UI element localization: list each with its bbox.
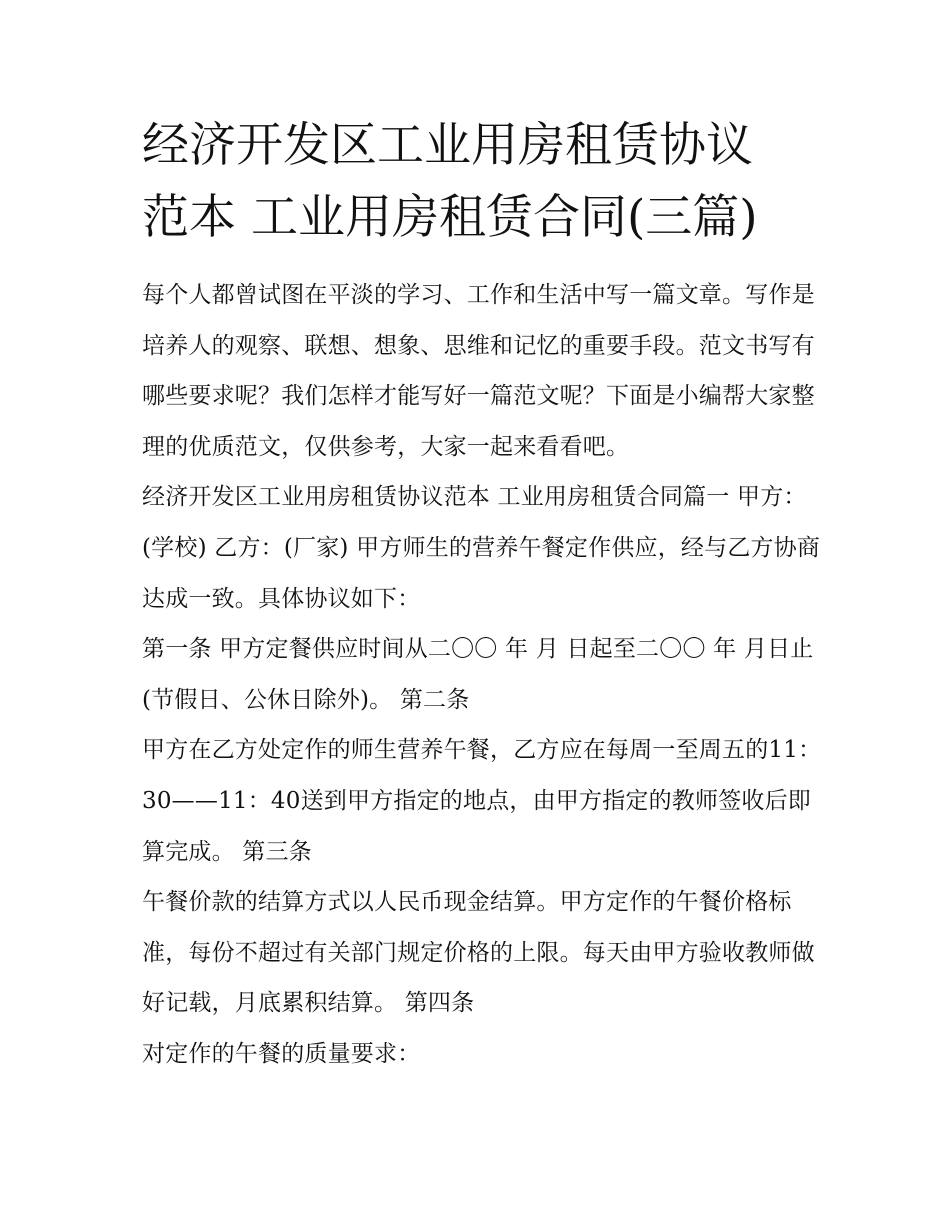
paragraph-article-4: 对定作的午餐的质量要求： [142,1040,421,1067]
paragraph-article-3: 午餐价款的结算方式以人民币现金结算。甲方定作的午餐价格标准，每份不超过有关部门规定价格的上限。每天由甲方验收教师做好记载，月底累积结算。 第四条 [142,889,815,1017]
document-body [142,270,822,1080]
paragraph-article-1: 第一条 甲方定餐供应时间从二〇〇 年 月 日起至二〇〇 年 月日止(节假日、公休日除外)。 第二条 [142,636,814,713]
paragraph-agreement-header: 经济开发区工业用房租赁协议范本 工业用房租赁合同篇一 甲方：(学校) 乙方：(厂家) 甲方师生的营养午餐定作供应，经与乙方协商达成一致。具体协议如下： [142,484,821,612]
document-title [142,110,822,254]
document-content [142,110,822,1080]
paragraph-article-2: 甲方在乙方处定作的师生营养午餐，乙方应在每周一至周五的11：30——11：40送到甲方指定的地点，由甲方指定的教师签收后即算完成。 第三条 [142,737,822,865]
paragraph-intro: 每个人都曾试图在平淡的学习、工作和生活中写一篇文章。写作是培养人的观察、联想、想象、思维和记忆的重要手段。范文书写有哪些要求呢？我们怎样才能写好一篇范文呢？下面是小编帮大家整理的优质范文，仅供参考，大家一起来看看吧。 [142,282,815,460]
title-line-2: 范本 工业用房租赁合同(三篇) [142,190,758,245]
title-line-1: 经济开发区工业用房租赁协议 [142,118,753,173]
